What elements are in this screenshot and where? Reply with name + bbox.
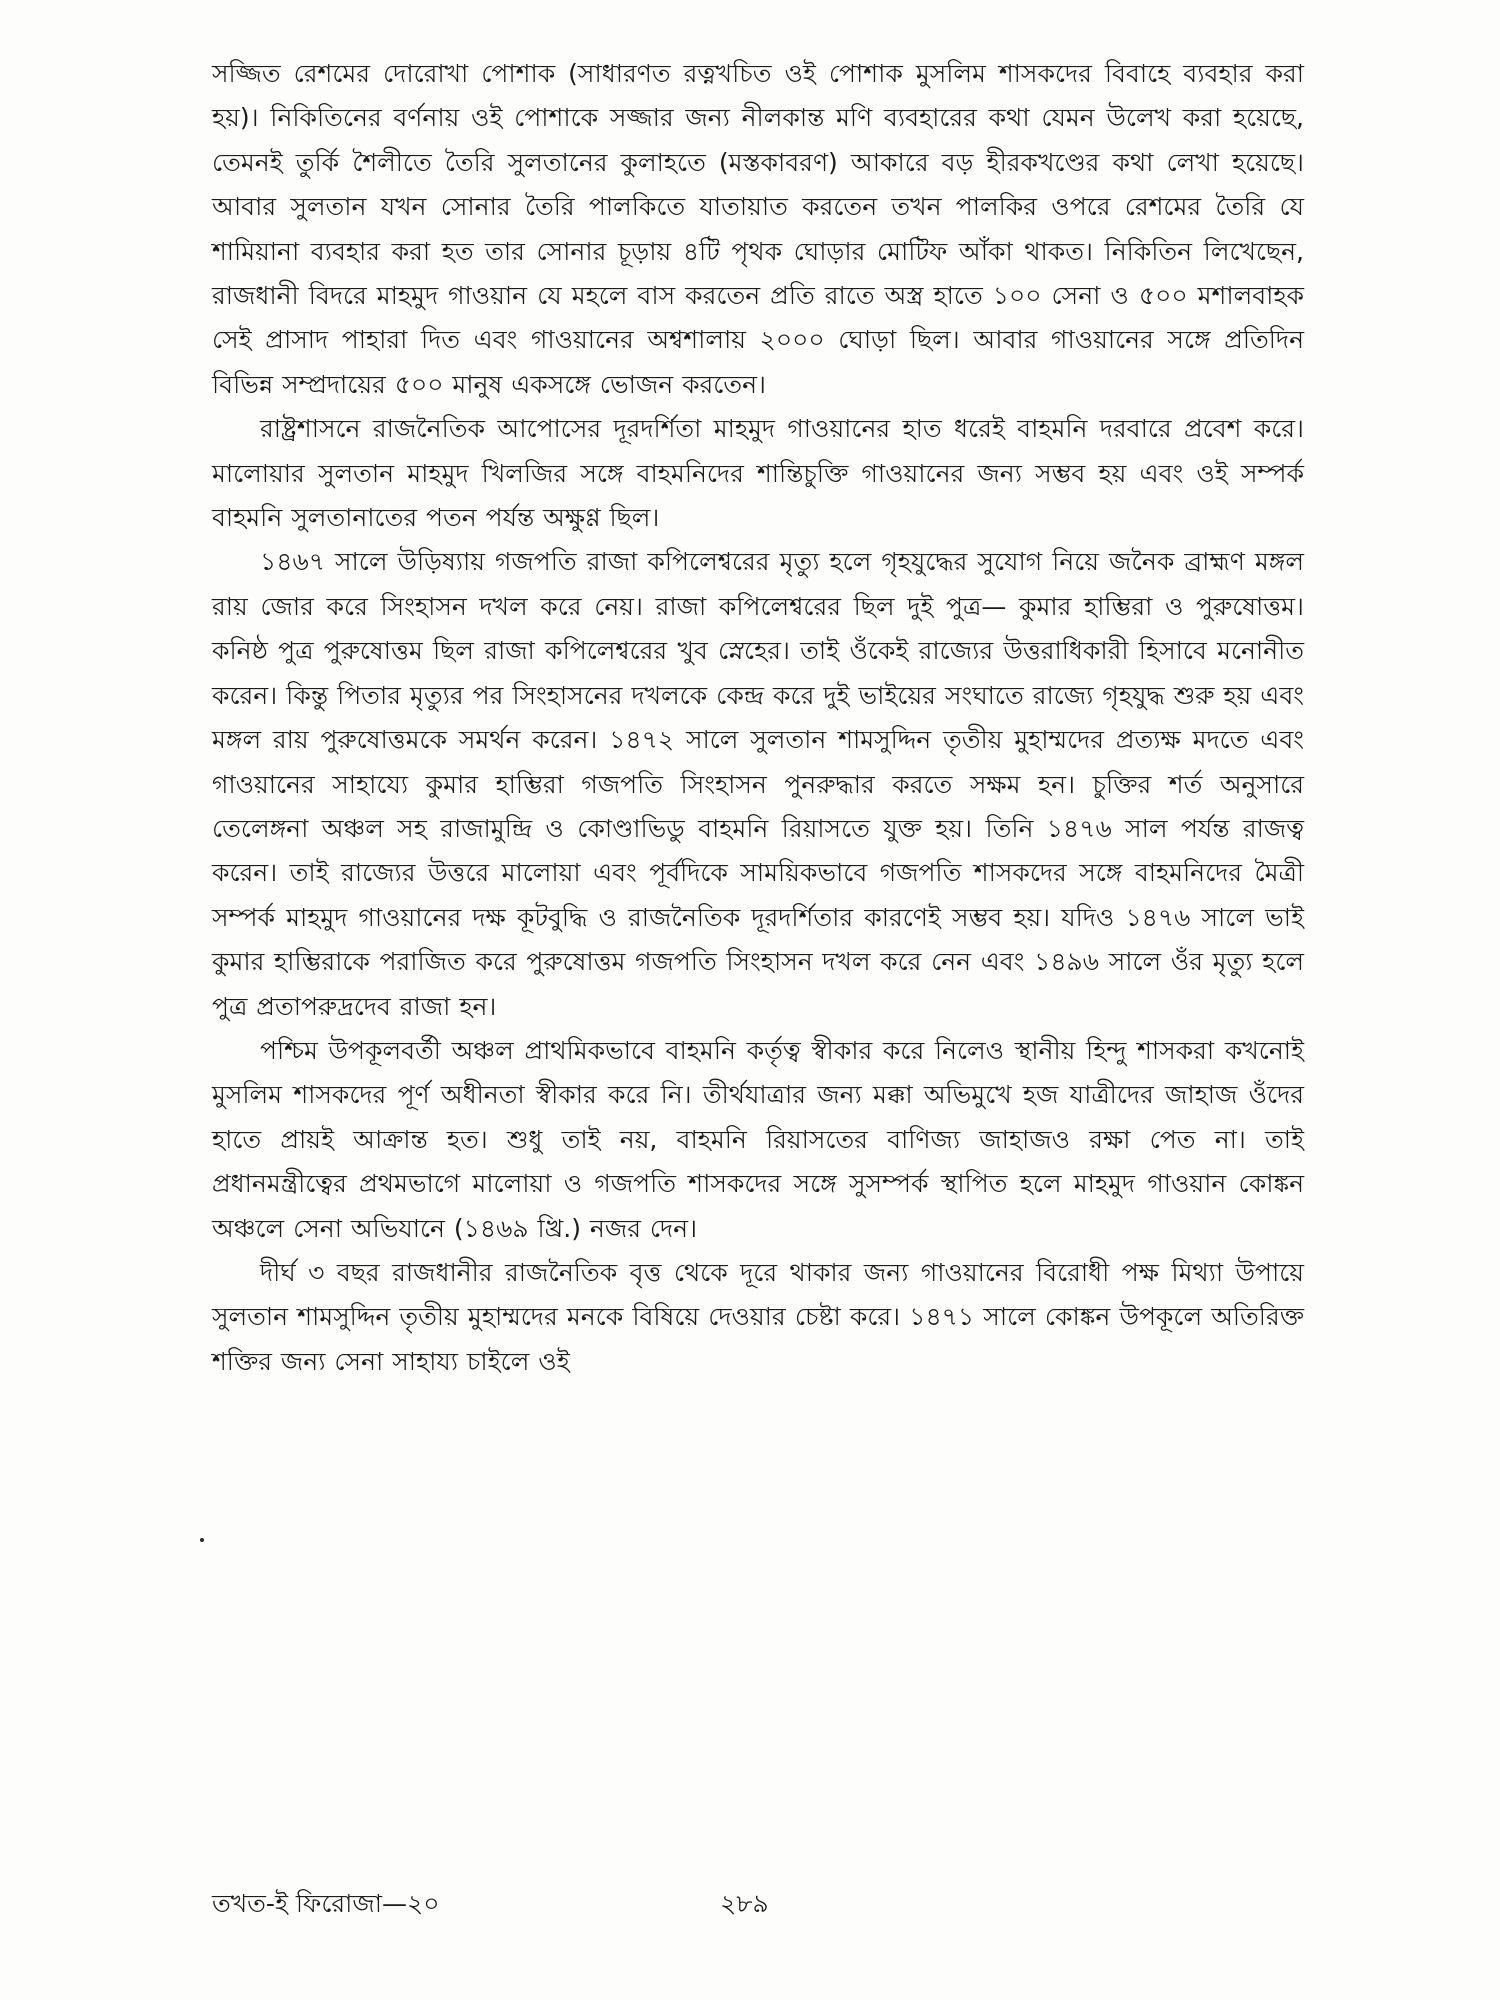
footer-book-title: তখত-ই ফিরোজা—২০ [212, 1889, 440, 1918]
page-footer [212, 1882, 1304, 1926]
print-speck [200, 1538, 204, 1542]
paragraph-continuation: সজ্জিত রেশমের দোরোখা পোশাক (সাধারণত রত্নখচিত ওই পোশাক মুসলিম শাসকদের বিবাহে ব্যবহার করা হয়)। নিকিতিনের বর্ণনায় ওই পোশাকে সজ্জার জন্য নীলকান্ত মণি ব্যবহারের কথা যেমন উলেখ করা হয়েছে, তেমনই তুর্কি শৈলীতে তৈরি সুলতানের কুলাহতে (মস্তকাবরণ) আকারে বড় হীরকখণ্ডের কথা লেখা হয়েছে। আবার সুলতান যখন সোনার তৈরি পালকিতে যাতায়াত করতেন তখন পালকির ওপরে রেশমের তৈরি যে শামিয়ানা ব্যবহার করা হত তার সোনার চূড়ায় ৪টি পৃথক ঘোড়ার মোটিফ আঁকা থাকত। নিকিতিন লিখেছেন, রাজধানী বিদরে মাহমুদ গাওয়ান যে মহলে বাস করতেন প্রতি রাতে অস্ত্র হাতে ১০০ সেনা ও ৫০০ মশালবাহক সেই প্রাসাদ পাহারা দিত এবং গাওয়ানের অশ্বশালায় ২০০০ ঘোড়া ছিল। আবার গাওয়ানের সঙ্গে প্রতিদিন বিভিন্ন সম্প্রদায়ের ৫০০ মানুষ একসঙ্গে ভোজন করতেন। [212, 59, 1304, 399]
paragraph-opposition: দীর্ঘ ৩ বছর রাজধানীর রাজনৈতিক বৃত্ত থেকে দূরে থাকার জন্য গাওয়ানের বিরোধী পক্ষ মিথ্যা উপায়ে সুলতান শামসুদ্দিন তৃতীয় মুহাম্মদের মনকে বিষিয়ে দেওয়ার চেষ্টা করে। ১৪৭১ সালে কোঙ্কন উপকূলে অতিরিক্ত শক্তির জন্য সেনা সাহায্য চাইলে ওই [212, 1257, 1304, 1376]
paragraph-gajapati: ১৪৬৭ সালে উড়িষ্যায় গজপতি রাজা কপিলেশ্বরের মৃত্যু হলে গৃহযুদ্ধের সুযোগ নিয়ে জনৈক ব্রাহ্মণ মঙ্গল রায় জোর করে সিংহাসন দখল করে নেয়। রাজা কপিলেশ্বরের ছিল দুই পুত্র— কুমার হাম্ভিরা ও পুরুষোত্তম। কনিষ্ঠ পুত্র পুরুষোত্তম ছিল রাজা কপিলেশ্বরের খুব স্নেহের। তাই ওঁকেই রাজ্যের উত্তরাধিকারী হিসাবে মনোনীত করেন। কিন্তু পিতার মৃত্যুর পর সিংহাসনের দখলকে কেন্দ্র করে দুই ভাইয়ের সংঘাতে রাজ্যে গৃহযুদ্ধ শুরু হয় এবং মঙ্গল রায় পুরুষোত্তমকে সমর্থন করেন। ১৪৭২ সালে সুলতান শামসুদ্দিন তৃতীয় মুহাম্মদের প্রত্যক্ষ মদতে এবং গাওয়ানের সাহায্যে কুমার হাম্ভিরা গজপতি সিংহাসন পুনরুদ্ধার করতে সক্ষম হন। চুক্তির শর্ত অনুসারে তেলেঙ্গনা অঞ্চল সহ রাজামুন্দ্রি ও কোণ্ডাভিডু বাহমনি রিয়াসতে যুক্ত হয়। তিনি ১৪৭৬ সাল পর্যন্ত রাজত্ব করেন। তাই রাজ্যের উত্তরে মালোয়া এবং পূর্বদিকে সাময়িকভাবে গজপতি শাসকদের সঙ্গে বাহমনিদের মৈত্রী সম্পর্ক মাহমুদ গাওয়ানের দক্ষ কূটবুদ্ধি ও রাজনৈতিক দূরদর্শিতার কারণেই সম্ভব হয়। যদিও ১৪৭৬ সালে ভাই কুমার হাম্ভিরাকে পরাজিত করে পুরুষোত্তম গজপতি সিংহাসন দখল করে নেন এবং ১৪৯৬ সালে ওঁর মৃত্যু হলে পুত্র প্রতাপরুদ্রদেব রাজা হন। [212, 547, 1304, 1021]
page-number: ২৮৯ [720, 1889, 769, 1918]
paragraph-west-coast: পশ্চিম উপকূলবর্তী অঞ্চল প্রাথমিকভাবে বাহমনি কর্তৃত্ব স্বীকার করে নিলেও স্থানীয় হিন্দু শাসকরা কখনোই মুসলিম শাসকদের পূর্ণ অধীনতা স্বীকার করে নি। তীর্থযাত্রার জন্য মক্কা অভিমুখে হজ যাত্রীদের জাহাজ ওঁদের হাতে প্রায়ই আক্রান্ত হত। শুধু তাই নয়, বাহমনি রিয়াসতের বাণিজ্য জাহাজও রক্ষা পেত না। তাই প্রধানমন্ত্রীত্বের প্রথমভাগে মালোয়া ও গজপতি শাসকদের সঙ্গে সুসম্পর্ক স্থাপিত হলে মাহমুদ গাওয়ান কোঙ্কন অঞ্চলে সেনা অভিযানে (১৪৬৯ খ্রি.) নজর দেন। [212, 1035, 1304, 1243]
body-text [212, 52, 1304, 1384]
paragraph-diplomacy: রাষ্ট্রশাসনে রাজনৈতিক আপোসের দূরদর্শিতা মাহমুদ গাওয়ানের হাত ধরেই বাহমনি দরবারে প্রবেশ করে। মালোয়ার সুলতান মাহমুদ খিলজির সঙ্গে বাহমনিদের শান্তিচুক্তি গাওয়ানের জন্য সম্ভব হয় এবং ওই সম্পর্ক বাহমনি সুলতানাতের পতন পর্যন্ত অক্ষুণ্ণ ছিল। [212, 414, 1304, 533]
